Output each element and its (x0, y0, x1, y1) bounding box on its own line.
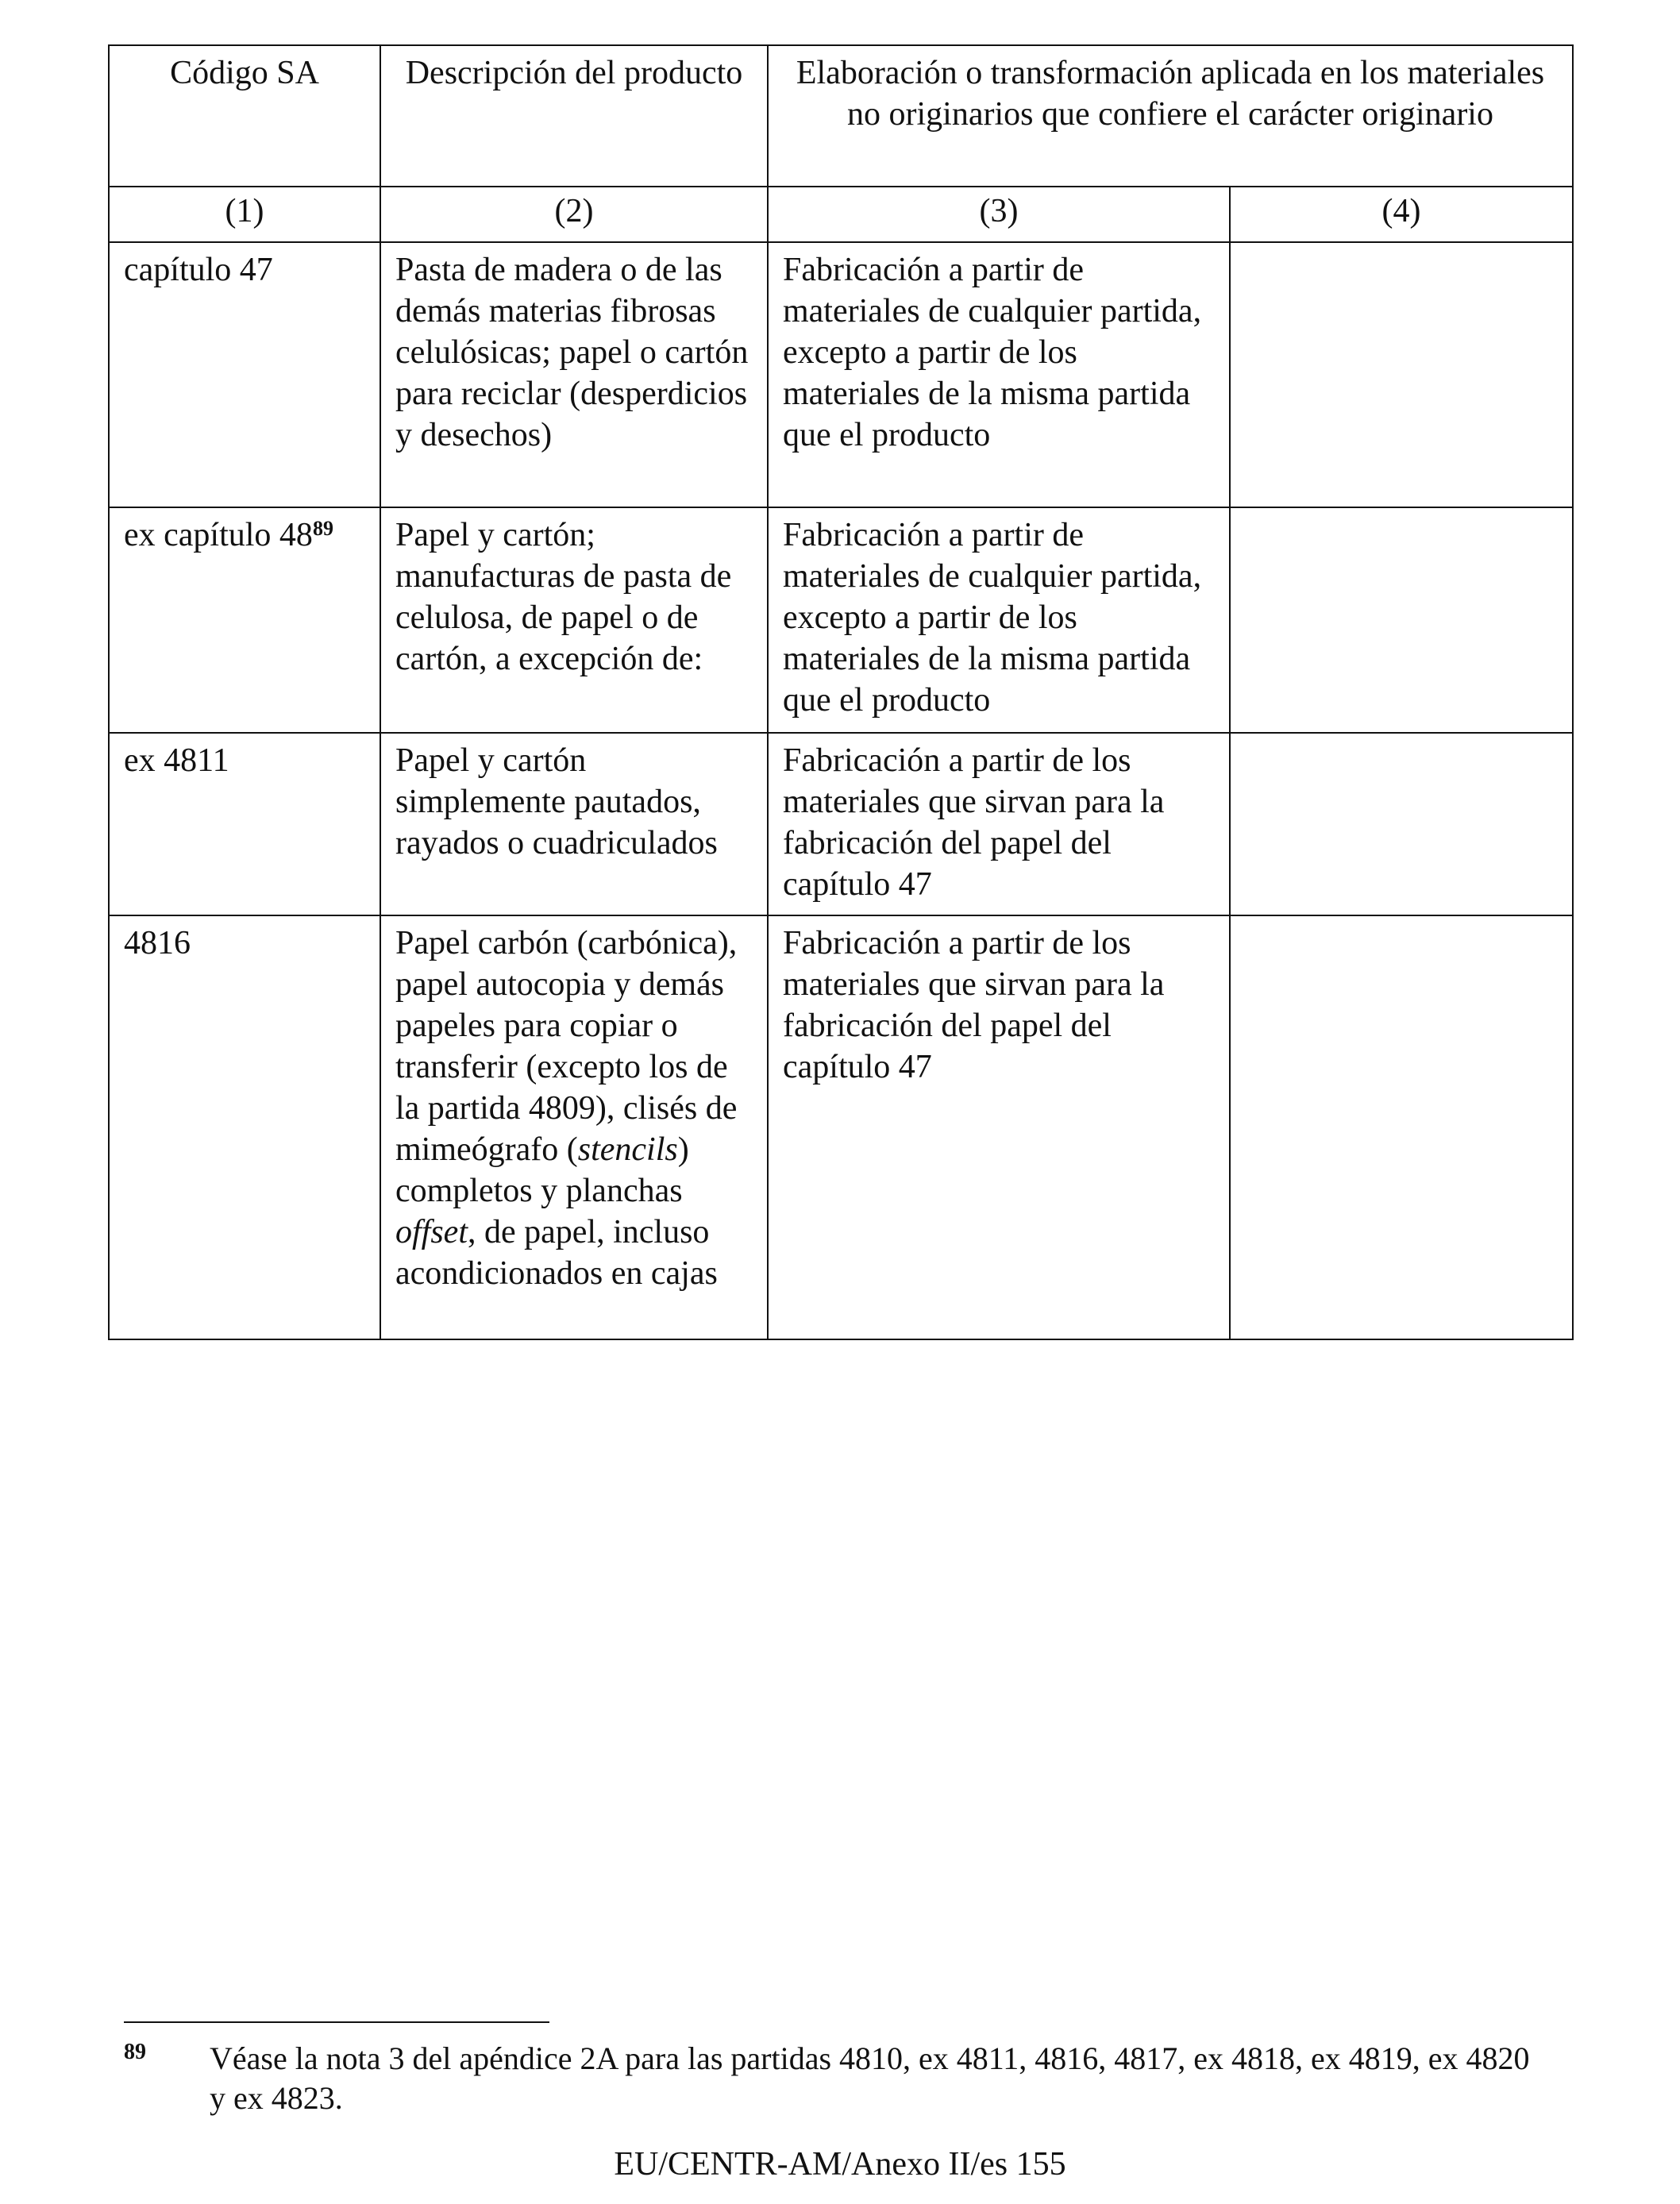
header-hs-code: Código SA (109, 45, 380, 187)
table-row (109, 242, 1573, 507)
table-header-row (109, 45, 1573, 187)
alternative-rule-cell (1230, 733, 1573, 915)
rule-cell: Fabricación a partir de los materiales que sirvan para la fabricación del papel del capítulo 47 (768, 733, 1230, 915)
footnote-reference[interactable]: 89 (312, 517, 333, 540)
alternative-rule-cell (1230, 915, 1573, 1339)
alternative-rule-cell (1230, 507, 1573, 733)
table-row (109, 507, 1573, 733)
description-cell: Papel y cartón; manufacturas de pasta de celulosa, de papel o de cartón, a excepción de: (380, 507, 768, 733)
header-processing-rule: Elaboración o transformación aplicada en los materiales no originarios que confiere el carácter originario (768, 45, 1573, 187)
rule-cell: Fabricación a partir de materiales de cualquier partida, excepto a partir de los materiales de la misma partida que el producto (768, 242, 1230, 507)
rule-cell: Fabricación a partir de los materiales que sirvan para la fabricación del papel del capítulo 47 (768, 915, 1230, 1339)
column-number-row (109, 187, 1573, 242)
description-cell: Pasta de madera o de las demás materias fibrosas celulósicas; papel o cartón para reciclar (desperdicios y desechos) (380, 242, 768, 507)
rule-cell: Fabricación a partir de materiales de cualquier partida, excepto a partir de los materiales de la misma partida que el producto (768, 507, 1230, 733)
table-row (109, 915, 1573, 1339)
hs-code-cell: ex capítulo 48$^{89}$ (109, 507, 380, 733)
hs-code-cell: 4816 (109, 915, 380, 1339)
footnote-mark: 89 (124, 2040, 146, 2064)
column-number-3: (3) (768, 187, 1230, 242)
rules-table (108, 44, 1574, 1340)
column-number-4: (4) (1230, 187, 1573, 242)
page-footer: EU/CENTR-AM/Anexo II/es 155 (614, 2146, 1066, 2183)
column-number-1: (1) (109, 187, 380, 242)
description-cell: Papel carbón (carbónica), papel autocopia y demás papeles para copiar o transferir (excepto los de la partida 4809), clisés de mimeógrafo (stencils) completos y planchas offset, de papel, incluso acondicionados en cajas (380, 915, 768, 1339)
description-cell: Papel y cartón simplemente pautados, rayados o cuadriculados (380, 733, 768, 915)
column-number-2: (2) (380, 187, 768, 242)
italic-term: offset (395, 1214, 468, 1250)
footnote-separator (124, 2021, 549, 2023)
alternative-rule-cell (1230, 242, 1573, 507)
hs-code-cell: capítulo 47 (109, 242, 380, 507)
hs-code-cell: ex 4811 (109, 733, 380, 915)
italic-term: stencils (577, 1131, 678, 1168)
header-product-description: Descripción del producto (380, 45, 768, 187)
table-row (109, 733, 1573, 915)
footnote-text: Véase la nota 3 del apéndice 2A para las partidas 4810, ex 4811, 4816, 4817, ex 4818, ex 4819, ex 4820 y ex 4823. (210, 2040, 1530, 2116)
